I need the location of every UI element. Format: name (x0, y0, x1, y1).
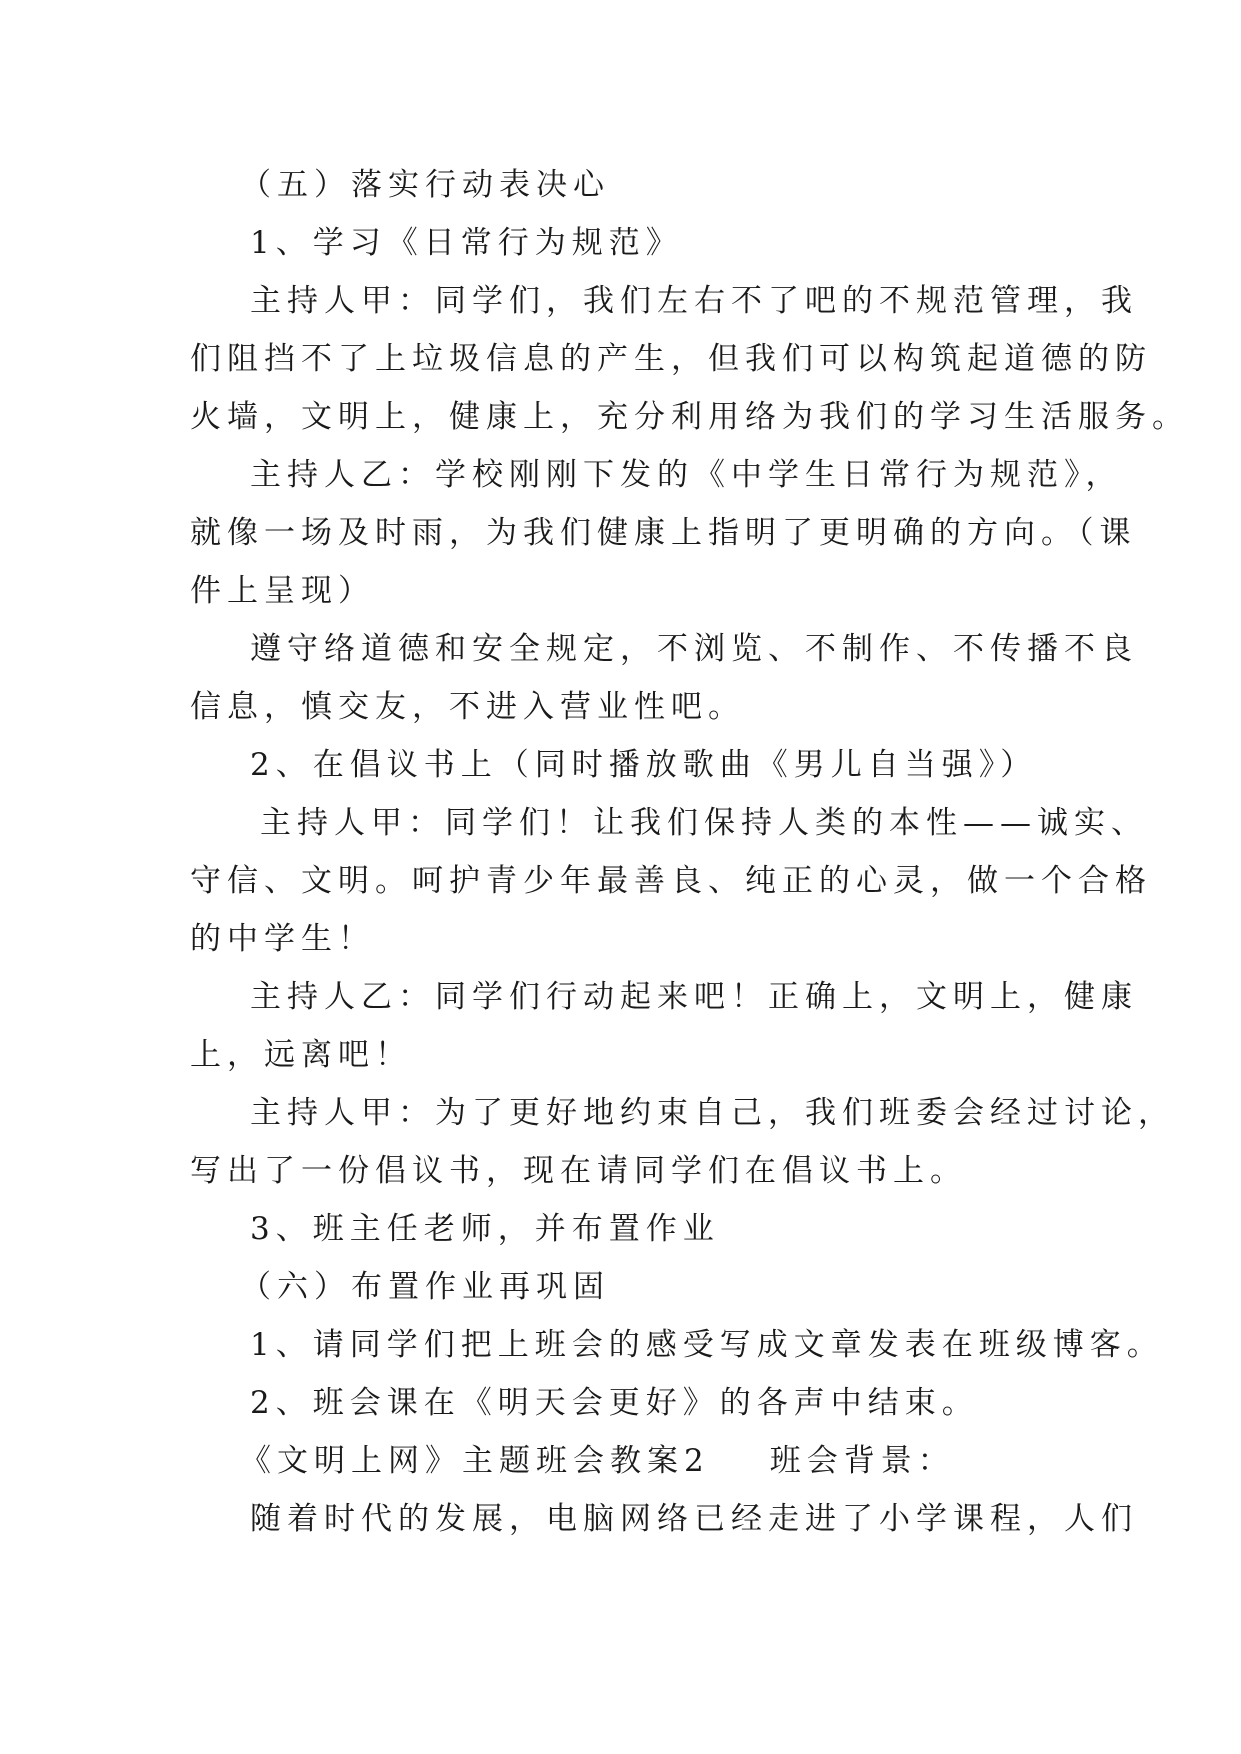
paragraph-line (190, 504, 1137, 562)
paragraph-text: 主持人乙：同学们行动起来吧！正确上，文明上，健康 (250, 979, 1138, 1015)
paragraph-line (190, 1084, 1175, 1142)
section-heading-6 (190, 1258, 1060, 1316)
paragraph-text: 遵守络道德和安全规定，不浏览、不制作、不传播不良 (250, 631, 1138, 667)
paragraph-text: 主持人乙：学校刚刚下发的《中学生日常行为规范》， (250, 457, 1123, 493)
document-body (190, 156, 1189, 1548)
paragraph-text: 上，远离吧！ (190, 1037, 412, 1073)
paragraph-line (190, 1200, 1060, 1258)
paragraph-text: 随着时代的发展，电脑网络已经走进了小学课程，人们 (250, 1501, 1138, 1537)
paragraph-text: 3、班主任老师，并布置作业 (250, 1211, 720, 1247)
paragraph-line (190, 736, 1060, 794)
lesson-plan-title: 《文明上网》主题班会教案2 (240, 1443, 710, 1479)
paragraph-line (190, 1026, 1060, 1084)
paragraph-text: 2、班会课在《明天会更好》的各声中结束。 (250, 1385, 979, 1421)
paragraph-text: 们阻挡不了上垃圾信息的产生，但我们可以构筑起道德的防 (190, 341, 1152, 377)
paragraph-text: 守信、文明。呵护青少年最善良、纯正的心灵，做一个合格 (190, 863, 1152, 899)
paragraph-line (190, 852, 1152, 910)
paragraph-line (190, 968, 1138, 1026)
paragraph-line (190, 1374, 1060, 1432)
paragraph-line (190, 794, 1148, 852)
paragraph-text: 主持人甲：同学们，我们左右不了吧的不规范管理，我 (250, 283, 1138, 319)
paragraph-line (190, 446, 1123, 504)
paragraph-line (190, 1490, 1138, 1548)
paragraph-text: 火墙，文明上，健康上，充分利用络为我们的学习生活服务。 (190, 399, 1189, 435)
paragraph-text: 信息，慎交友，不进入营业性吧。 (190, 689, 745, 725)
paragraph-text: （六）布置作业再巩固 (240, 1269, 610, 1305)
paragraph-line (190, 330, 1152, 388)
paragraph-text: 主持人甲：同学们！让我们保持人类的本性——诚实、 (260, 805, 1148, 841)
paragraph-line (190, 562, 1060, 620)
paragraph-text: 主持人甲：为了更好地约束自己，我们班委会经过讨论， (250, 1095, 1175, 1131)
paragraph-line (190, 910, 1060, 968)
paragraph-text: 1、请同学们把上班会的感受写成文章发表在班级博客。 (250, 1327, 1164, 1363)
paragraph-line (190, 1142, 1060, 1200)
paragraph-text: 件上呈现） (190, 573, 375, 609)
paragraph-line (190, 620, 1138, 678)
paragraph-line (190, 1316, 1164, 1374)
paragraph-text: （五）落实行动表决心 (240, 167, 610, 203)
paragraph-text: 2、在倡议书上（同时播放歌曲《男儿自当强》） (250, 747, 1038, 783)
paragraph-text: 就像一场及时雨，为我们健康上指明了更明确的方向。（课 (190, 515, 1137, 551)
paragraph-line (190, 388, 1189, 446)
paragraph-text: 的中学生！ (190, 921, 375, 957)
paragraph-line (190, 214, 1060, 272)
section-heading-5 (190, 156, 1060, 214)
paragraph-text: 写出了一份倡议书，现在请同学们在倡议书上。 (190, 1153, 967, 1189)
paragraph-line (190, 678, 1060, 736)
paragraph-text: 1、学习《日常行为规范》 (250, 225, 683, 261)
background-heading: 班会背景： (769, 1443, 955, 1479)
document-title-line (190, 1432, 1060, 1490)
paragraph-line (190, 272, 1138, 330)
